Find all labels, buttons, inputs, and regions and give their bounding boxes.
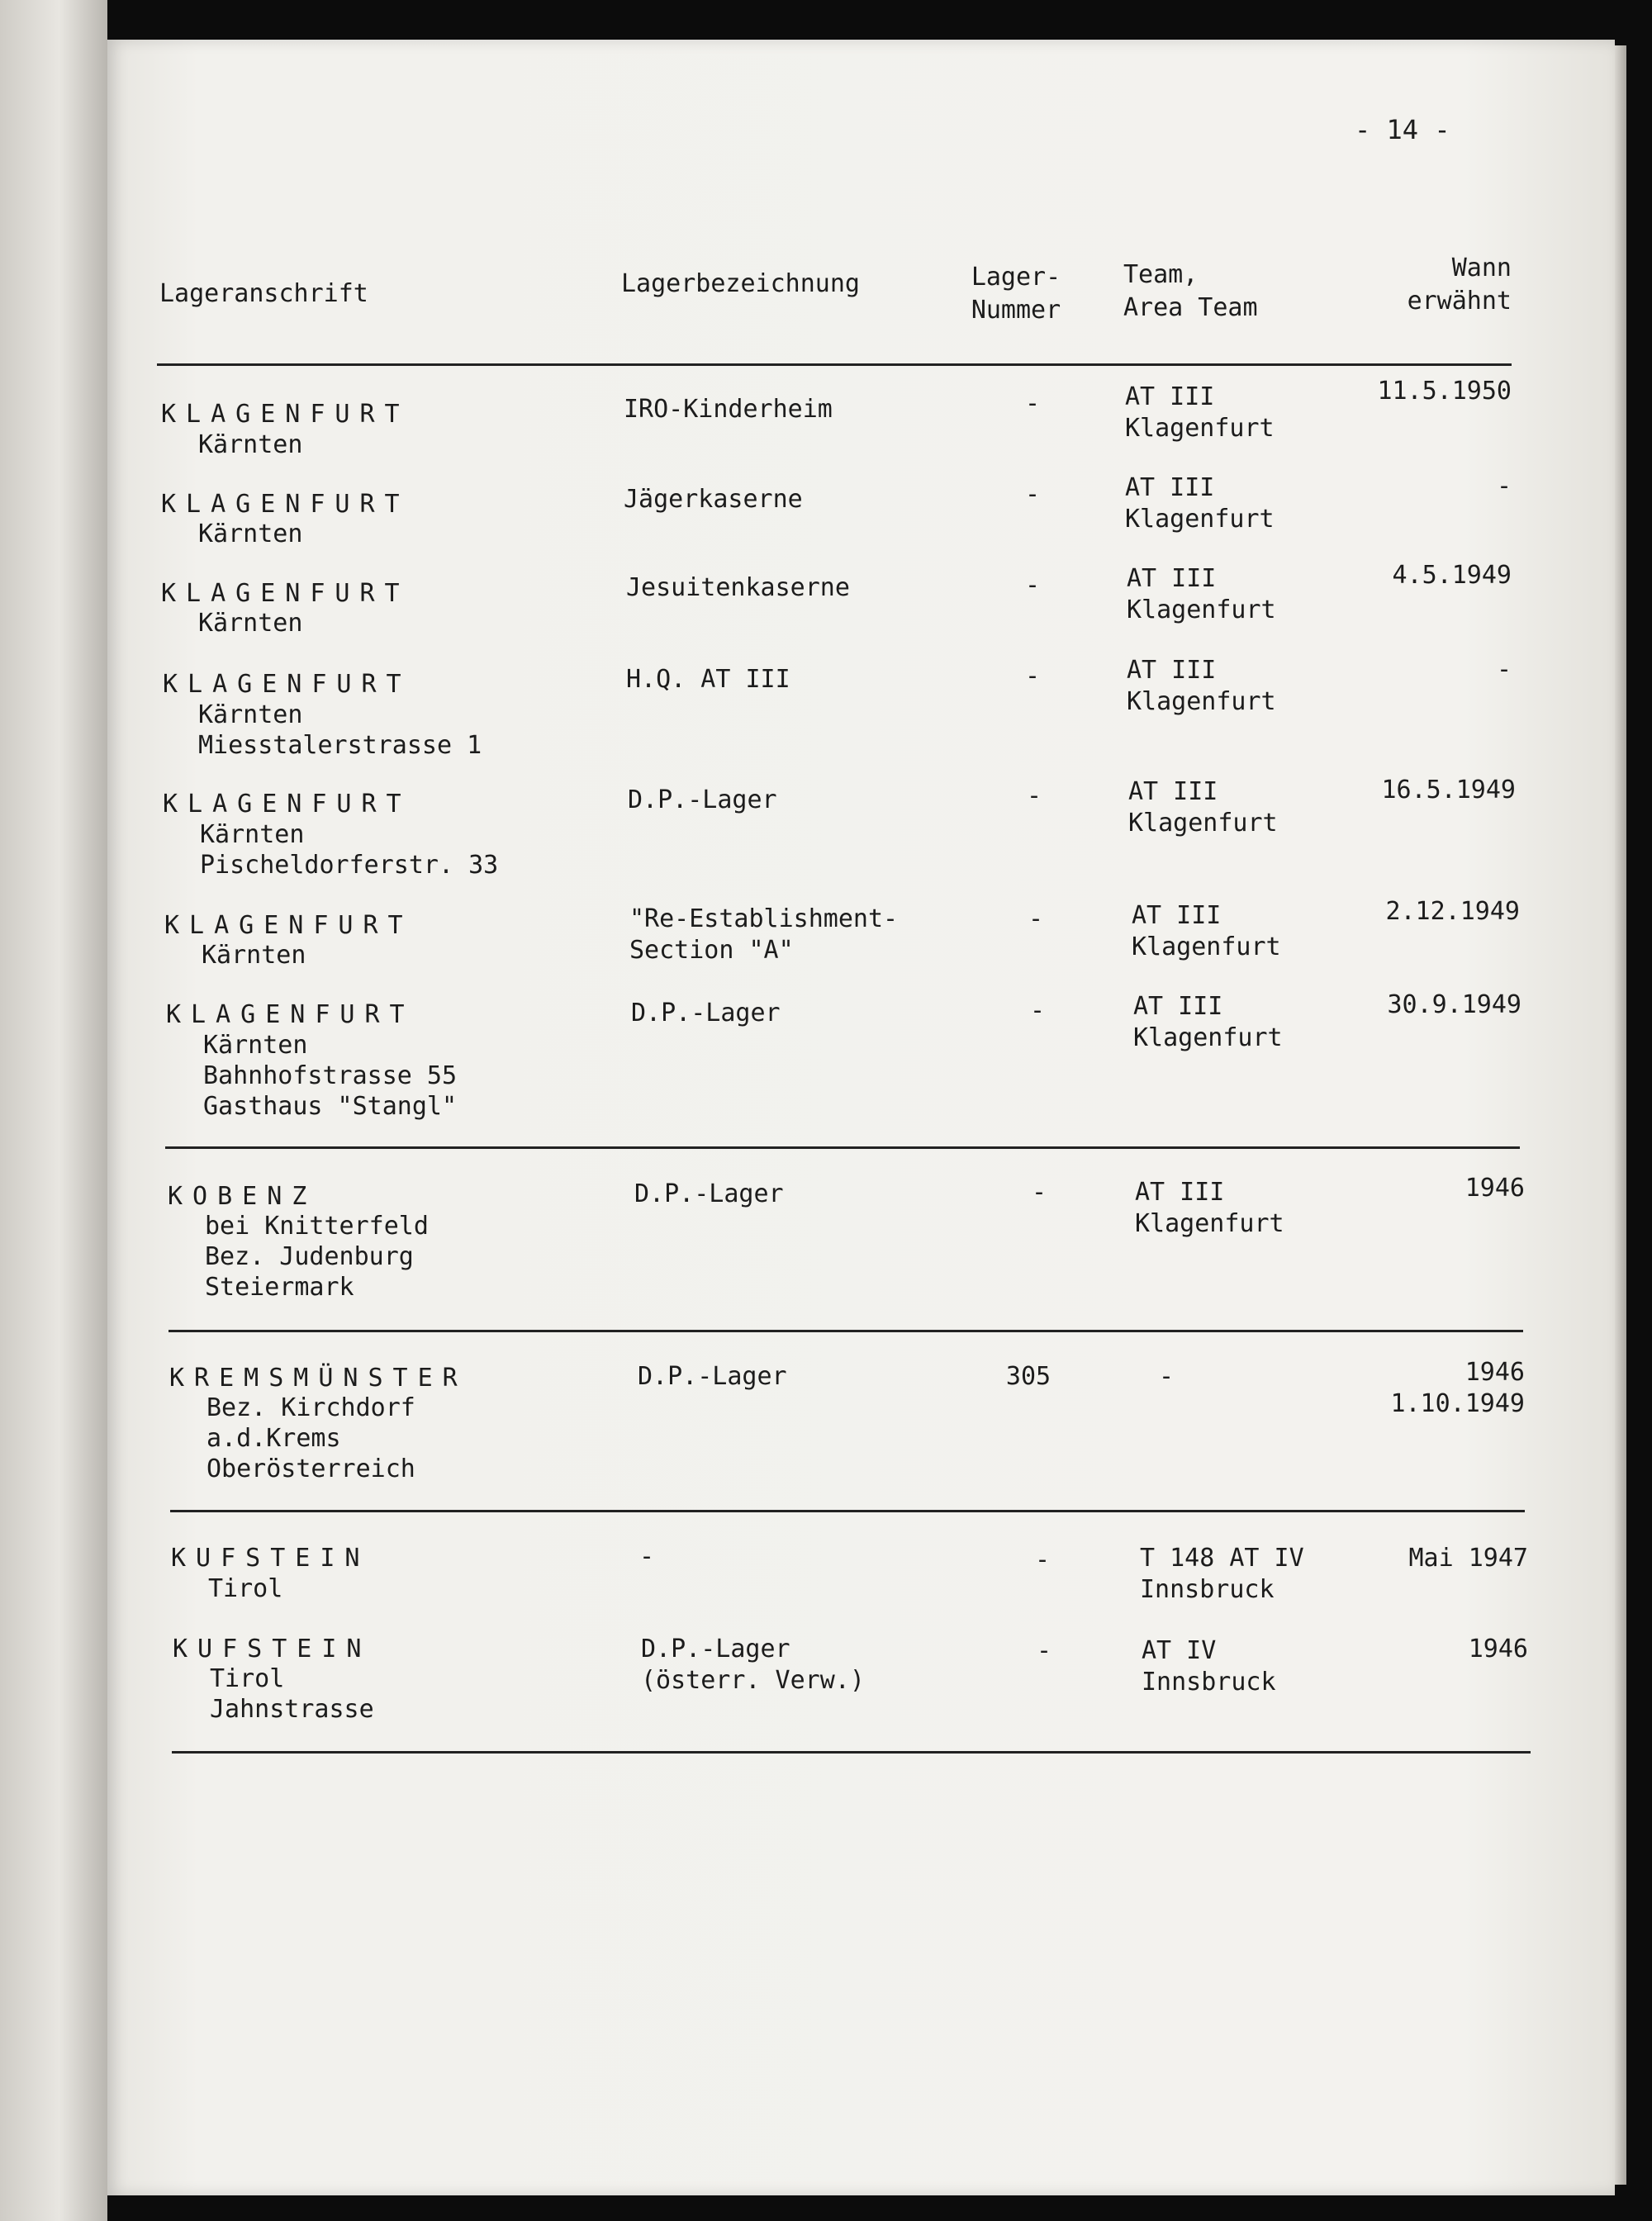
team: AT III Klagenfurt: [1128, 777, 1278, 838]
camp-number: -: [1024, 662, 1041, 691]
address-line: Tirol: [210, 1664, 285, 1693]
camp-designation: D.P.-Lager: [628, 785, 777, 814]
location-name: KLAGENFURT: [163, 670, 411, 699]
team: AT III Klagenfurt: [1127, 564, 1276, 624]
camp-number: -: [1024, 571, 1041, 600]
team: AT IV Innsbruck: [1142, 1636, 1276, 1697]
camp-number: 305: [1005, 1362, 1051, 1391]
camp-number: -: [1036, 1636, 1052, 1665]
location-name: KLAGENFURT: [166, 1000, 415, 1029]
address-line: Steiermark: [205, 1273, 354, 1302]
address-line: Gasthaus "Stangl": [203, 1092, 458, 1121]
team: AT III Klagenfurt: [1133, 992, 1283, 1052]
address-line: Kärnten: [198, 700, 303, 729]
camp-number: -: [1034, 1545, 1051, 1574]
address-line: Kärnten: [200, 820, 305, 849]
address-line: Oberösterreich: [206, 1455, 415, 1483]
date-mentioned: 1946: [1468, 1635, 1528, 1663]
location-name: KUFSTEIN: [171, 1544, 370, 1573]
section-rule: [172, 1751, 1531, 1754]
address-line: Kärnten: [198, 609, 303, 638]
address-line: Pischeldorferstr. 33: [200, 851, 499, 880]
address-line: Jahnstrasse: [210, 1695, 374, 1724]
address-line: Kärnten: [203, 1031, 308, 1060]
camp-designation: "Re-Establishment- Section "A": [629, 904, 899, 965]
camp-number: -: [1024, 480, 1041, 509]
location-name: KLAGENFURT: [163, 790, 411, 819]
camp-designation: D.P.-Lager: [631, 999, 781, 1027]
date-mentioned: -: [1496, 472, 1512, 501]
section-rule: [165, 1146, 1520, 1149]
team: T 148 AT IV Innsbruck: [1140, 1544, 1304, 1604]
camp-number: -: [1031, 1178, 1047, 1207]
date-mentioned: Mai 1947: [1408, 1544, 1528, 1573]
facing-page-edge: [0, 0, 107, 2221]
camp-designation: IRO-Kinderheim: [624, 395, 833, 424]
address-line: Miesstalerstrasse 1: [198, 731, 482, 760]
camp-designation: D.P.-Lager (österr. Verw.): [641, 1635, 865, 1695]
team: AT III Klagenfurt: [1127, 656, 1276, 716]
team: AT III Klagenfurt: [1125, 382, 1275, 443]
address-line: bei Knitterfeld: [205, 1212, 429, 1241]
location-name: KLAGENFURT: [161, 579, 410, 608]
address-line: Bez. Kirchdorf: [206, 1393, 415, 1422]
camp-designation: D.P.-Lager: [638, 1362, 787, 1391]
address-line: Kärnten: [202, 941, 306, 970]
camp-number: -: [1026, 781, 1042, 810]
date-mentioned: 16.5.1949: [1381, 776, 1516, 804]
team: AT III Klagenfurt: [1125, 473, 1275, 534]
team: AT III Klagenfurt: [1135, 1178, 1284, 1238]
team: AT III Klagenfurt: [1132, 901, 1281, 961]
location-name: KLAGENFURT: [164, 911, 413, 940]
header-address: Lageranschrift: [159, 279, 368, 308]
page-stack-edge: [1615, 45, 1626, 2185]
location-name: KUFSTEIN: [173, 1635, 372, 1663]
section-rule: [169, 1330, 1523, 1332]
header-rule: [157, 363, 1512, 366]
address-line: Kärnten: [198, 520, 303, 548]
date-mentioned: 4.5.1949: [1392, 561, 1512, 590]
date-mentioned: 2.12.1949: [1385, 897, 1520, 926]
camp-designation: D.P.-Lager: [634, 1179, 784, 1208]
camp-designation: Jesuitenkaserne: [626, 573, 850, 602]
header-designation: Lagerbezeichnung: [621, 269, 860, 298]
camp-number: -: [1029, 996, 1046, 1025]
location-name: KLAGENFURT: [161, 490, 410, 519]
location-name: KOBENZ: [168, 1182, 317, 1211]
address-line: Tirol: [208, 1574, 283, 1603]
address-line: Bez. Judenburg: [205, 1242, 414, 1271]
date-mentioned: 30.9.1949: [1387, 990, 1521, 1019]
section-rule: [170, 1510, 1525, 1512]
date-mentioned: 1946 1.10.1949: [1390, 1358, 1525, 1418]
date-mentioned: 11.5.1950: [1377, 377, 1512, 406]
header-number: Lager- Nummer: [971, 263, 1061, 325]
date-mentioned: 1946: [1464, 1174, 1525, 1203]
camp-designation: H.Q. AT III: [626, 665, 790, 694]
location-name: KLAGENFURT: [161, 400, 410, 429]
address-line: a.d.Krems: [206, 1424, 341, 1453]
camp-designation: Jägerkaserne: [624, 485, 803, 514]
header-team: Team, Area Team: [1123, 260, 1258, 322]
date-mentioned: -: [1496, 655, 1512, 684]
address-line: Kärnten: [198, 430, 303, 459]
camp-designation: -: [639, 1542, 655, 1571]
page-number: - 14 -: [1355, 114, 1450, 145]
location-name: KREMSMÜNSTER: [169, 1364, 468, 1393]
team: -: [1158, 1362, 1175, 1391]
header-mentioned: Wann erwähnt: [1407, 254, 1512, 316]
address-line: Bahnhofstrasse 55: [203, 1061, 458, 1090]
camp-number: -: [1024, 389, 1041, 418]
camp-number: -: [1028, 904, 1044, 933]
